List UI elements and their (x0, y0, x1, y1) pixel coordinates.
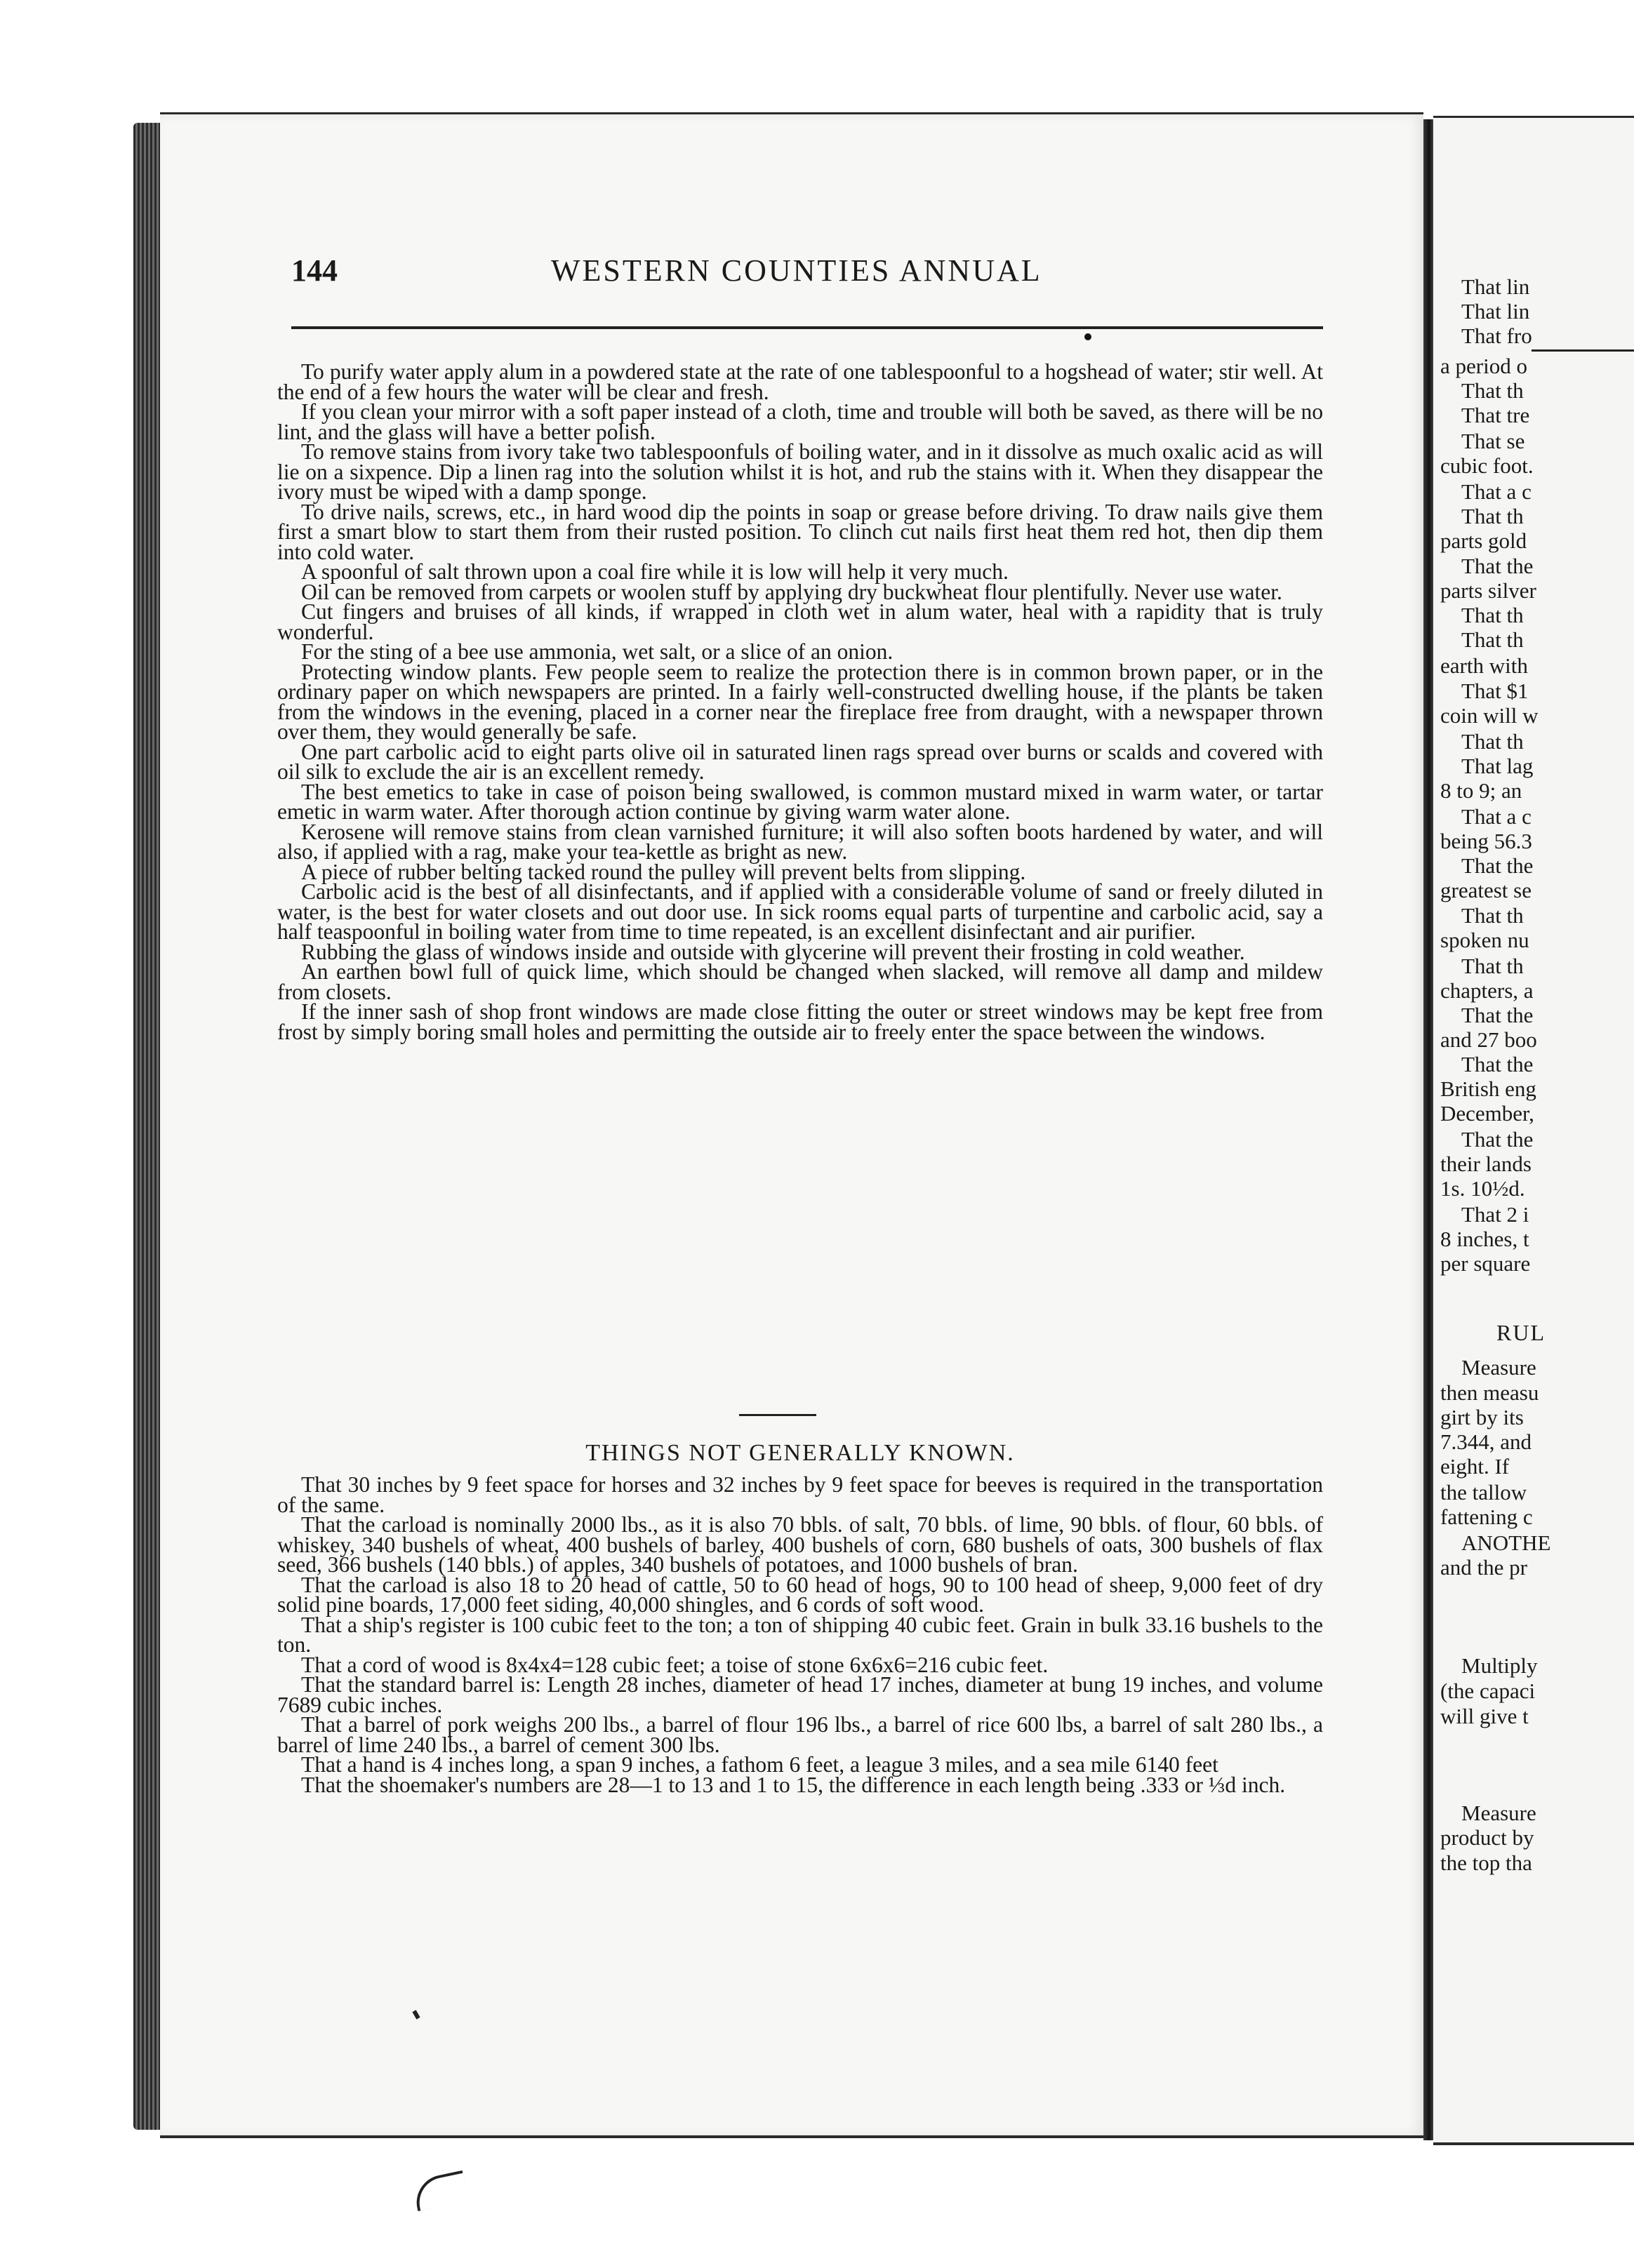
right-page-line: That 2 i (1461, 1202, 1529, 1227)
right-page-line: coin will w (1440, 703, 1539, 728)
right-page-line: Measure (1461, 1355, 1536, 1380)
right-page-line: That a c (1461, 479, 1532, 504)
fact-paragraph: That a hand is 4 inches long, a span 9 inches, a fathom 6 feet, a league 3 miles, and a sea mile 6140 feet (301, 1752, 1218, 1777)
fact-paragraph: That 30 inches by 9 feet space for horses and 32 inches by 9 feet space for beeves is required in the transportation of the same. (277, 1472, 1323, 1517)
right-page-line: That th (1461, 627, 1524, 652)
right-page-line: ANOTHE (1461, 1530, 1551, 1555)
right-page-line: 8 inches, t (1440, 1227, 1529, 1251)
right-page-line: That the (1461, 1003, 1534, 1027)
right-page-line: and 27 boo (1440, 1027, 1537, 1052)
right-page-line: cubic foot. (1440, 453, 1534, 478)
right-page-line: and the pr (1440, 1555, 1527, 1580)
right-page-line: That th (1461, 954, 1524, 978)
right-page-line: Measure (1461, 1801, 1536, 1825)
right-page-line: eight. If (1440, 1454, 1510, 1479)
fact-paragraph: That the standard barrel is: Length 28 inches, diameter of head 17 inches, diameter at bung 19 inches, and volume 7689 cubic inches. (277, 1672, 1323, 1717)
right-page-line: British eng (1440, 1076, 1536, 1101)
page-number: 144 (291, 253, 338, 288)
right-page-line: chapters, a (1440, 978, 1534, 1003)
pencil-mark (411, 2170, 469, 2211)
hint-paragraph: For the sting of a bee use ammonia, wet salt, or a slice of an onion. (301, 639, 894, 664)
book-page-edges (133, 123, 160, 2130)
right-page-line: That th (1461, 903, 1524, 928)
right-page-line: the tallow (1440, 1480, 1527, 1505)
hint-paragraph: To remove stains from ivory take two tablespoonfuls of boiling water, and in it dissolve as much oxalic acid as will lie on a sixpence. Dip a linen rag into the solution whilst it is hot, and rub the stains with it. When they disappear the ivory must be wiped with a damp sponge. (277, 439, 1323, 504)
right-page-line: earth with (1440, 653, 1528, 678)
right-page-line: being 56.3 (1440, 829, 1532, 853)
running-title: WESTERN COUNTIES ANNUAL (551, 253, 1042, 288)
right-page-line: (the capaci (1440, 1679, 1536, 1703)
hint-paragraph: If the inner sash of shop front windows are made close fitting the outer or street windows may be kept free from frost by simply boring small holes and permitting the outside air to freely enter the space between the windows. (277, 999, 1323, 1044)
right-page-line: That the (1461, 1127, 1534, 1152)
hint-paragraph: To drive nails, screws, etc., in hard wood dip the points in soap or grease before driving. To draw nails give them first a smart blow to start them from their rusted position. To clinch cut nails first heat them red hot, then dip them into cold water. (277, 499, 1323, 564)
page-header (291, 253, 1323, 295)
right-page-line: That the (1461, 554, 1534, 578)
right-page-fragment (1433, 116, 1634, 2145)
right-page-line: December, (1440, 1101, 1534, 1126)
hint-paragraph: Protecting window plants. Few people seem to realize the protection there is in common brown paper, or in the ordinary paper on which newspapers are printed. In a fairly well-constructed dwelling house, if the plants be taken from the windows in the evening, placed in a corner near the fireplace free from draught, with a newspaper thrown over them, they would generally be safe. (277, 659, 1323, 744)
right-page-line: 7.344, and (1440, 1429, 1532, 1454)
fact-paragraph: That the carload is also 18 to 20 head of cattle, 50 to 60 head of hogs, 90 to 100 head of sheep, 9,000 feet of dry solid pine boards, 17,000 feet siding, 40,000 shingles, and 6 cords of soft wood. (277, 1572, 1323, 1617)
hint-paragraph: Cut fingers and bruises of all kinds, if wrapped in cloth wet in alum water, heal with a rapidity that is truly wonderful. (277, 599, 1323, 644)
right-page-line: product by (1440, 1825, 1534, 1850)
hint-paragraph: A piece of rubber belting tacked round the pulley will prevent belts from slipping. (301, 859, 1026, 884)
right-page-line: That $1 (1461, 679, 1529, 703)
right-page-line: That the (1461, 853, 1534, 878)
right-page-line: That se (1461, 429, 1525, 453)
facts-list (277, 1472, 1323, 1797)
hint-paragraph: One part carbolic acid to eight parts olive oil in saturated linen rags spread over burns or scalds and covered with oil silk to exclude the air is an excellent remedy. (277, 739, 1323, 784)
right-page-header-rule (1532, 349, 1634, 352)
right-page-line: That th (1461, 378, 1524, 403)
fact-paragraph: That a ship's register is 100 cubic feet to the ton; a ton of shipping 40 cubic feet. Grain in bulk 33.16 bushels to the ton. (277, 1612, 1323, 1657)
right-page-line: 1s. 10½d. (1440, 1176, 1525, 1201)
right-page-line: parts silver (1440, 578, 1536, 603)
right-page-heading: RUL (1496, 1320, 1546, 1345)
hint-paragraph: To purify water apply alum in a powdered state at the rate of one tablespoonful to a hogshead of water; stir well. At the end of a few hours the water will be clear and fresh. (277, 359, 1323, 404)
section-heading: THINGS NOT GENERALLY KNOWN. (585, 1440, 1015, 1466)
hint-paragraph: Kerosene will remove stains from clean varnished furniture; it will also soften boots hardened by water, and will also, if applied with a rag, make your tea-kettle as bright as new. (277, 819, 1323, 864)
right-page-line: girt by its (1440, 1405, 1524, 1429)
right-page-line: That the (1461, 1052, 1534, 1076)
section-divider (739, 1414, 816, 1416)
hint-paragraph: Carbolic acid is the best of all disinfectants, and if applied with a considerable volume of sand or freely diluted in water, is the best for water closets and out door use. In sick rooms equal parts of turpentine and carbolic acid, say a half teaspoonful in boiling water from time to time repeated, is an excellent disinfectant and air purifier. (277, 879, 1323, 944)
hint-paragraph: A spoonful of salt thrown upon a coal fire while it is low will help it very much. (301, 559, 1009, 584)
right-page-line: That tre (1461, 403, 1530, 427)
hint-paragraph: Rubbing the glass of windows inside and outside with glycerine will prevent their frosting in cold weather. (301, 939, 1245, 964)
book-gutter (1423, 119, 1433, 2140)
right-page-line: greatest se (1440, 878, 1532, 902)
right-page-line: will give t (1440, 1704, 1529, 1728)
hint-paragraph: Oil can be removed from carpets or woolen stuff by applying dry buckwheat flour plentifully. Never use water. (301, 579, 1282, 604)
header-rule (291, 326, 1323, 329)
right-page-line: the top tha (1440, 1850, 1532, 1875)
right-page-line: That lag (1461, 754, 1534, 778)
hint-paragraph: The best emetics to take in case of poison being swallowed, is common mustard mixed in warm water, or tartar emetic in warm water. After thorough action continue by giving warm water alone. (277, 779, 1323, 824)
right-page-line: per square (1440, 1251, 1531, 1276)
right-page-line: That lin (1461, 274, 1530, 299)
right-page-line: their lands (1440, 1152, 1532, 1176)
fact-paragraph: That a cord of wood is 8x4x4=128 cubic feet; a toise of stone 6x6x6=216 cubic feet. (301, 1652, 1049, 1677)
right-page-line: That th (1461, 504, 1524, 528)
fact-paragraph: That the carload is nominally 2000 lbs., as it is also 70 bbls. of salt, 70 bbls. of lime, 90 bbls. of flour, 60 bbls. of whiskey, 340 bushels of wheat, 400 bushels of barley, 400 bushels of corn, 680 bushels of oats, 300 bushels of flax seed, 366 bushels (140 bbls.) of apples, 340 bushels of potatoes, and 1000 bushels of bran. (277, 1512, 1323, 1577)
hint-paragraph: An earthen bowl full of quick lime, which should be changed when slacked, will remove all damp and mildew from closets. (277, 959, 1323, 1004)
right-page-line: spoken nu (1440, 928, 1529, 952)
header-rule-ornament (1084, 333, 1091, 340)
fact-paragraph: That the shoemaker's numbers are 28—1 to 13 and 1 to 15, the difference in each length being .333 or ⅓d inch. (301, 1772, 1286, 1797)
right-page-line: That th (1461, 729, 1524, 754)
right-page-line: a period o (1440, 354, 1527, 378)
right-page-line: That lin (1461, 299, 1530, 323)
right-page-line: That th (1461, 603, 1524, 627)
right-page-line: parts gold (1440, 528, 1527, 553)
right-page-line: fattening c (1440, 1505, 1533, 1529)
fact-paragraph: That a barrel of pork weighs 200 lbs., a barrel of flour 196 lbs., a barrel of rice 600 lbs, a barrel of salt 280 lbs., a barrel of lime 240 lbs., a barrel of cement 300 lbs. (277, 1712, 1323, 1757)
hint-paragraph: If you clean your mirror with a soft paper instead of a cloth, time and trouble will both be saved, as there will be no lint, and the glass will have a better polish. (277, 399, 1323, 444)
household-hints (277, 359, 1323, 1044)
right-page-line: then measu (1440, 1380, 1539, 1405)
right-page-line: 8 to 9; an (1440, 778, 1522, 803)
right-page-line: That fro (1461, 323, 1532, 348)
right-page-line: Multiply (1461, 1653, 1538, 1678)
right-page-line: That a c (1461, 804, 1532, 829)
